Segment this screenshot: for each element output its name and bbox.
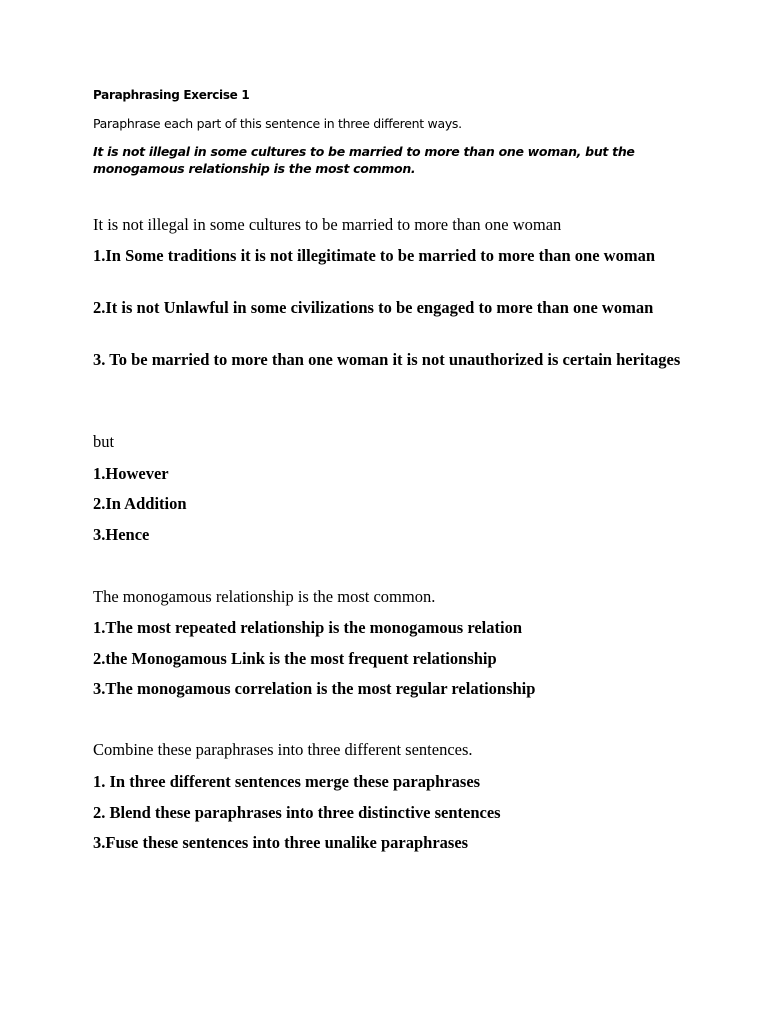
- part3-item-1: 1.The most repeated relationship is the monogamous relation: [93, 618, 523, 637]
- prompt-sentence: It is not illegal in some cultures to be married to more than one woman, but the monogamous relationship is the most common.: [93, 144, 635, 176]
- part3-item-3: 3.The monogamous correlation is the most regular relationship: [93, 679, 536, 698]
- part4-heading: Combine these paraphrases into three different sentences.: [93, 740, 473, 759]
- part4-item-1: 1. In three different sentences merge these paraphrases: [93, 772, 481, 791]
- exercise-title: Paraphrasing Exercise 1: [93, 88, 250, 102]
- part4-item-2: 2. Blend these paraphrases into three distinctive sentences: [93, 803, 501, 822]
- part2-item-2: 2.In Addition: [93, 494, 187, 513]
- part1-item-1: 1.In Some traditions it is not illegitimate to be married to more than one woman: [93, 246, 656, 265]
- part2-item-3: 3.Hence: [93, 525, 150, 544]
- part1-item-3: 3. To be married to more than one woman it is not unauthorized is certain heritages: [93, 350, 681, 369]
- part3-heading: The monogamous relationship is the most common.: [93, 587, 436, 606]
- part3-item-2: 2.the Monogamous Link is the most frequent relationship: [93, 649, 497, 668]
- part2-heading: but: [93, 432, 115, 451]
- part4-item-3: 3.Fuse these sentences into three unalike paraphrases: [93, 833, 469, 852]
- exercise-instruction: Paraphrase each part of this sentence in three different ways.: [93, 116, 462, 131]
- part1-item-2: 2.It is not Unlawful in some civilizations to be engaged to more than one woman: [93, 298, 654, 317]
- part2-item-1: 1.However: [93, 464, 169, 483]
- part1-heading: It is not illegal in some cultures to be married to more than one woman: [93, 215, 562, 234]
